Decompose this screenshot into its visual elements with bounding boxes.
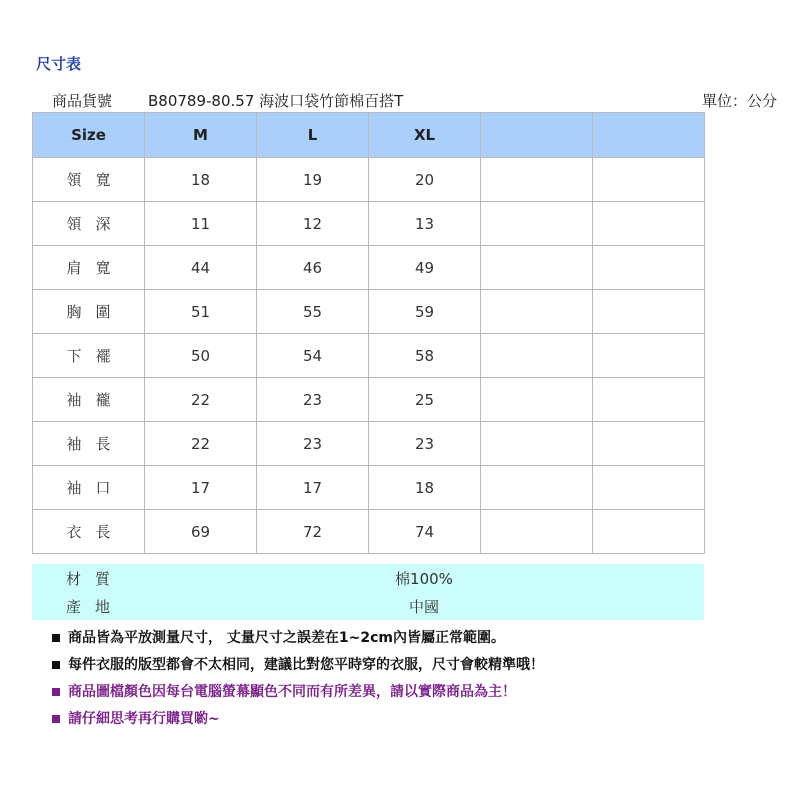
measurement-value-cell bbox=[481, 202, 593, 246]
measurement-value-cell: 22 bbox=[145, 422, 257, 466]
size-table-row bbox=[33, 378, 705, 422]
measurement-label: 肩寬 bbox=[33, 246, 145, 290]
note-text: 商品皆為平放測量尺寸， 丈量尺寸之誤差在1~2cm內皆屬正常範圍。 bbox=[68, 629, 505, 646]
header-cell-empty bbox=[481, 113, 593, 158]
material-value: 棉100% bbox=[144, 564, 704, 592]
bullet-square-icon bbox=[52, 634, 60, 642]
measurement-label: 袖口 bbox=[33, 466, 145, 510]
measurement-value-cell bbox=[593, 378, 705, 422]
measurement-value-cell: 12 bbox=[257, 202, 369, 246]
header-cell-l: L bbox=[257, 113, 369, 158]
measurement-value-cell bbox=[481, 378, 593, 422]
measurement-value-cell: 23 bbox=[369, 422, 481, 466]
measurement-value-cell: 13 bbox=[369, 202, 481, 246]
bullet-square-icon bbox=[52, 715, 60, 723]
header-cell-size: Size bbox=[33, 113, 145, 158]
measurement-value-cell: 54 bbox=[257, 334, 369, 378]
measurement-value-cell: 58 bbox=[369, 334, 481, 378]
size-table-row bbox=[33, 466, 705, 510]
origin-row bbox=[32, 592, 704, 620]
size-table-row bbox=[33, 158, 705, 202]
header-cell-xl: XL bbox=[369, 113, 481, 158]
measurement-label: 領深 bbox=[33, 202, 145, 246]
header-cell-m: M bbox=[145, 113, 257, 158]
measurement-label: 下襬 bbox=[33, 334, 145, 378]
measurement-value-cell: 22 bbox=[145, 378, 257, 422]
measurement-value-cell: 46 bbox=[257, 246, 369, 290]
measurement-value-cell bbox=[481, 334, 593, 378]
measurement-value-cell bbox=[593, 510, 705, 554]
note-item bbox=[52, 624, 544, 651]
measurement-value-cell bbox=[593, 290, 705, 334]
measurement-value-cell: 17 bbox=[257, 466, 369, 510]
measurement-value-cell: 44 bbox=[145, 246, 257, 290]
measurement-label: 袖襱 bbox=[33, 378, 145, 422]
note-item bbox=[52, 651, 544, 678]
measurement-value-cell: 18 bbox=[369, 466, 481, 510]
measurement-label: 胸圍 bbox=[33, 290, 145, 334]
product-code-value: B80789-80.57 海波口袋竹節棉百搭T bbox=[148, 92, 404, 110]
measurement-value-cell: 23 bbox=[257, 422, 369, 466]
measurement-value-cell: 23 bbox=[257, 378, 369, 422]
note-text: 請仔細思考再行購買喲~ bbox=[68, 710, 220, 727]
measurement-value-cell bbox=[593, 158, 705, 202]
size-table-row bbox=[33, 334, 705, 378]
measurement-value-cell: 74 bbox=[369, 510, 481, 554]
measurement-value-cell bbox=[593, 246, 705, 290]
measurement-value-cell bbox=[593, 466, 705, 510]
measurement-value-cell bbox=[481, 510, 593, 554]
measurement-label: 衣長 bbox=[33, 510, 145, 554]
measurement-label: 領寬 bbox=[33, 158, 145, 202]
note-text: 每件衣服的版型都會不太相同，建議比對您平時穿的衣服，尺寸會較精準哦！ bbox=[68, 656, 544, 673]
measurement-value-cell: 20 bbox=[369, 158, 481, 202]
size-table-row bbox=[33, 422, 705, 466]
measurement-value-cell bbox=[593, 202, 705, 246]
size-table-row bbox=[33, 202, 705, 246]
header-cell-empty bbox=[593, 113, 705, 158]
measurement-value-cell: 49 bbox=[369, 246, 481, 290]
measurement-value-cell bbox=[481, 422, 593, 466]
measurement-value-cell: 72 bbox=[257, 510, 369, 554]
material-label: 材質 bbox=[32, 564, 144, 592]
measurement-value-cell bbox=[481, 246, 593, 290]
bullet-square-icon bbox=[52, 688, 60, 696]
measurement-value-cell bbox=[481, 158, 593, 202]
size-table-row bbox=[33, 290, 705, 334]
material-row bbox=[32, 564, 704, 592]
page-title: 尺寸表 bbox=[36, 55, 82, 73]
measurement-value-cell bbox=[593, 422, 705, 466]
measurement-value-cell: 17 bbox=[145, 466, 257, 510]
size-table-header-row bbox=[33, 113, 705, 158]
size-table-row bbox=[33, 246, 705, 290]
unit-label: 單位：公分 bbox=[701, 92, 777, 110]
measurement-value-cell: 19 bbox=[257, 158, 369, 202]
measurement-value-cell bbox=[481, 290, 593, 334]
measurement-value-cell: 18 bbox=[145, 158, 257, 202]
origin-label: 產地 bbox=[32, 592, 144, 620]
measurement-value-cell: 50 bbox=[145, 334, 257, 378]
notes-list bbox=[52, 624, 544, 732]
measurement-value-cell bbox=[593, 334, 705, 378]
note-text: 商品圖檔顏色因每台電腦螢幕顯色不同而有所差異，請以實際商品為主！ bbox=[68, 683, 516, 700]
origin-value: 中國 bbox=[144, 592, 704, 620]
measurement-value-cell: 69 bbox=[145, 510, 257, 554]
note-item bbox=[52, 705, 544, 732]
measurement-value-cell: 55 bbox=[257, 290, 369, 334]
size-table-row bbox=[33, 510, 705, 554]
note-item bbox=[52, 678, 544, 705]
size-table bbox=[32, 112, 705, 554]
material-table bbox=[32, 564, 704, 620]
measurement-value-cell: 11 bbox=[145, 202, 257, 246]
measurement-label: 袖長 bbox=[33, 422, 145, 466]
measurement-value-cell: 59 bbox=[369, 290, 481, 334]
bullet-square-icon bbox=[52, 661, 60, 669]
product-code-label: 商品貨號 bbox=[52, 92, 113, 110]
measurement-value-cell: 25 bbox=[369, 378, 481, 422]
measurement-value-cell bbox=[481, 466, 593, 510]
measurement-value-cell: 51 bbox=[145, 290, 257, 334]
product-info-row bbox=[32, 88, 777, 112]
